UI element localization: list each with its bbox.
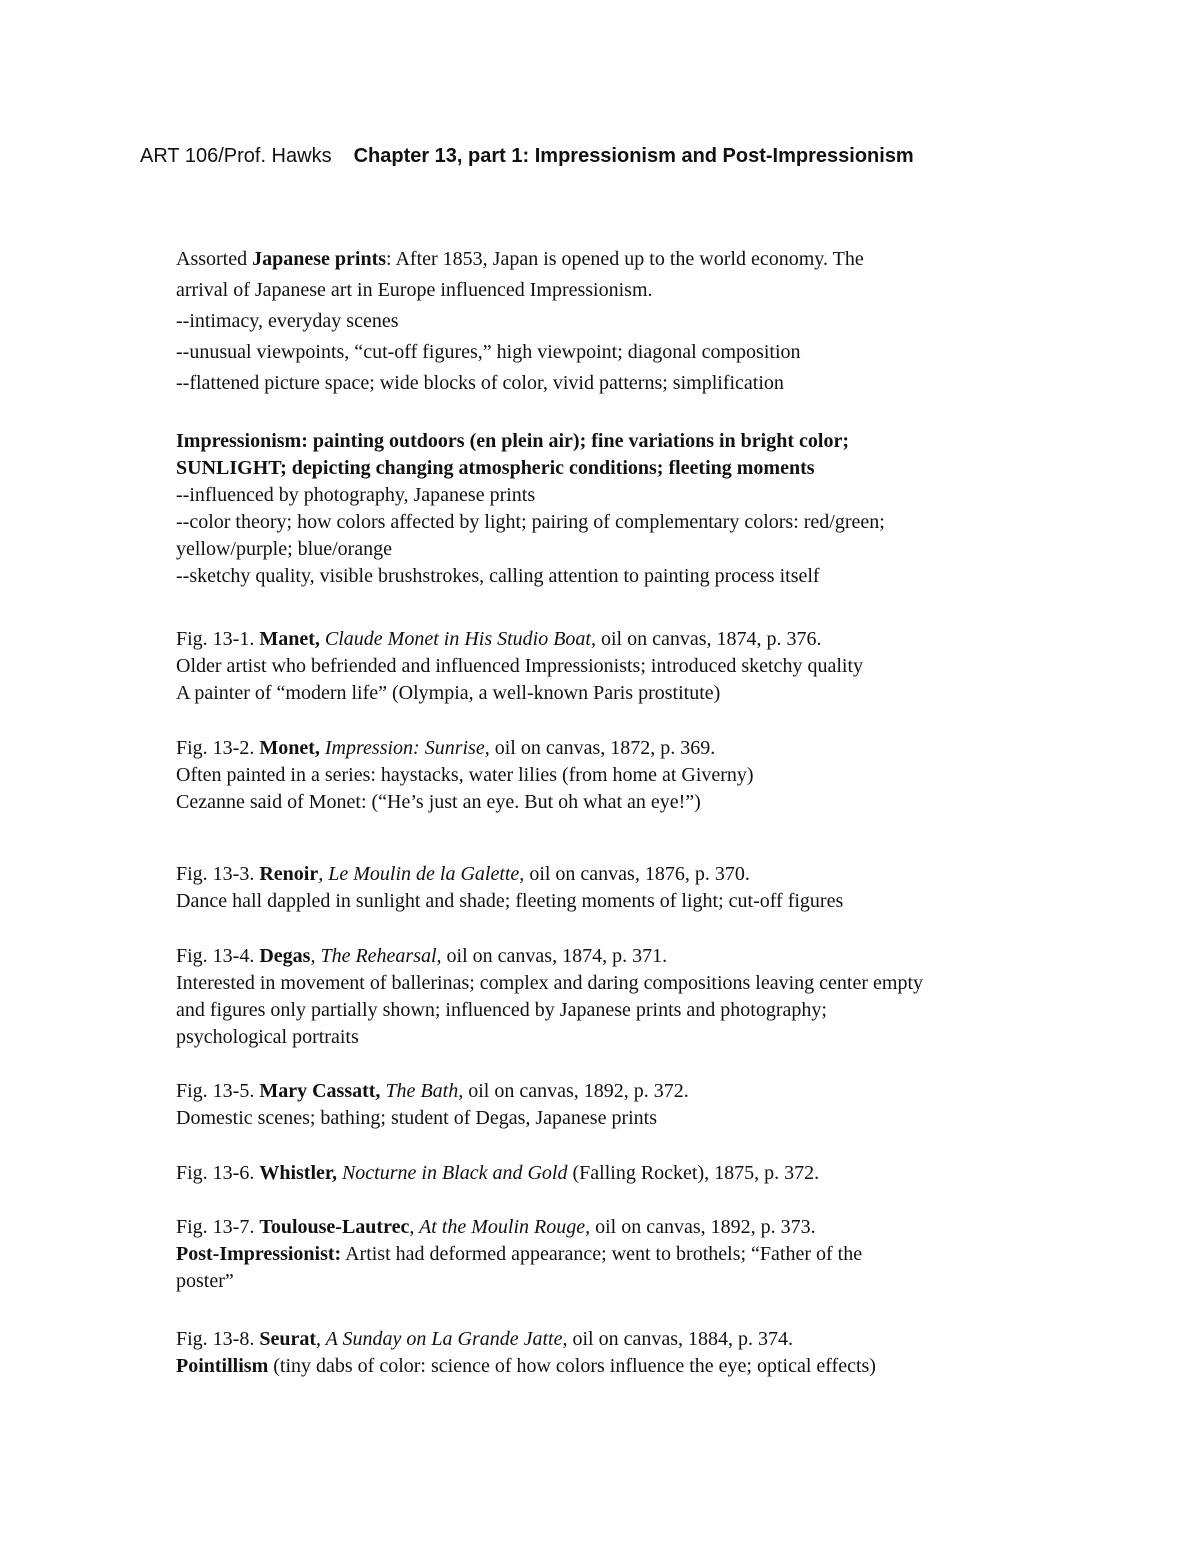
artwork-title: Impression: Sunrise,: [319, 737, 490, 759]
term-japanese-prints: Japanese prints: [252, 248, 387, 270]
text-line: arrival of Japanese art in Europe influenced Impressionism.: [176, 279, 653, 301]
fig-caption: Fig. 13-8. Seurat, A Sunday on La Grande Jatte, oil on canvas, 1884, p. 374.: [176, 1328, 794, 1350]
fig-note: psychological portraits: [176, 1026, 359, 1048]
artwork-title: , At the Moulin Rouge,: [409, 1216, 591, 1238]
fig-caption: Fig. 13-7. Toulouse-Lautrec, At the Moulin Rouge, oil on canvas, 1892, p. 373.: [176, 1216, 816, 1238]
text-line: Assorted Japanese prints: After 1853, Japan is opened up to the world economy. The: [176, 248, 864, 270]
fig-note: Dance hall dappled in sunlight and shade; fleeting moments of light; cut-off figures: [176, 890, 844, 912]
fig-entry: [176, 735, 1076, 816]
fig-entry: [176, 943, 1076, 1051]
fig-note: Interested in movement of ballerinas; complex and daring compositions leaving center empty: [176, 972, 924, 994]
text-line: yellow/purple; blue/orange: [176, 538, 393, 560]
section-heading: SUNLIGHT; depicting changing atmospheric conditions; fleeting moments: [176, 457, 815, 479]
fig-note: A painter of “modern life” (Olympia, a well-known Paris prostitute): [176, 682, 721, 704]
fig-entry: [176, 1214, 1076, 1295]
text-line: --color theory; how colors affected by light; pairing of complementary colors: red/green;: [176, 511, 885, 533]
fig-note: Cezanne said of Monet: (“He’s just an eye. But oh what an eye!”): [176, 791, 701, 813]
artist-name: Toulouse-Lautrec: [259, 1216, 410, 1238]
text-line: --intimacy, everyday scenes: [176, 310, 399, 332]
fig-note: poster”: [176, 1270, 234, 1292]
fig-entry: [176, 861, 1076, 915]
fig-entry: [176, 626, 1076, 707]
chapter-title: Chapter 13, part 1: Impressionism and Post-Impressionism: [353, 145, 914, 167]
fig-caption: Fig. 13-1. Manet, Claude Monet in His Studio Boat, oil on canvas, 1874, p. 376.: [176, 628, 822, 650]
fig-caption: Fig. 13-2. Monet, Impression: Sunrise, oil on canvas, 1872, p. 369.: [176, 737, 716, 759]
artist-name: Mary Cassatt,: [259, 1080, 381, 1102]
course-label: ART 106/Prof. Hawks: [140, 145, 332, 167]
text-line: --unusual viewpoints, “cut-off figures,” high viewpoint; diagonal composition: [176, 341, 801, 363]
fig-caption: Fig. 13-3. Renoir, Le Moulin de la Galette, oil on canvas, 1876, p. 370.: [176, 863, 750, 885]
fig-entry: [176, 1078, 1076, 1132]
artwork-title: The Bath,: [380, 1080, 464, 1102]
fig-caption: Fig. 13-4. Degas, The Rehearsal, oil on canvas, 1874, p. 371.: [176, 945, 668, 967]
term-post-impressionist: Post-Impressionist:: [176, 1243, 342, 1265]
artwork-title: , The Rehearsal,: [310, 945, 442, 967]
fig-caption: Fig. 13-6. Whistler, Nocturne in Black and Gold (Falling Rocket), 1875, p. 372.: [176, 1162, 820, 1184]
text-line: --sketchy quality, visible brushstrokes, calling attention to painting process itself: [176, 565, 820, 587]
text-line: --flattened picture space; wide blocks of color, vivid patterns; simplification: [176, 372, 784, 394]
artist-name: Renoir: [259, 863, 319, 885]
artist-name: Monet,: [259, 737, 320, 759]
term-pointillism: Pointillism: [176, 1355, 269, 1377]
impressionism-section: [176, 428, 1076, 590]
artwork-title: Nocturne in Black and Gold: [336, 1162, 568, 1184]
text-line: --influenced by photography, Japanese prints: [176, 484, 536, 506]
artwork-title: Claude Monet in His Studio Boat,: [319, 628, 596, 650]
fig-entry: [176, 1160, 1076, 1187]
fig-note: Pointillism (tiny dabs of color: science of how colors influence the eye; optical effects): [176, 1355, 876, 1377]
page-header: [140, 142, 914, 170]
fig-note: Domestic scenes; bathing; student of Degas, Japanese prints: [176, 1107, 657, 1129]
fig-entry: [176, 1326, 1076, 1380]
fig-note: Post-Impressionist: Artist had deformed appearance; went to brothels; “Father of the: [176, 1243, 863, 1265]
fig-note: Often painted in a series: haystacks, water lilies (from home at Giverny): [176, 764, 754, 786]
artwork-title: , A Sunday on La Grande Jatte,: [316, 1328, 568, 1350]
artist-name: Whistler,: [259, 1162, 337, 1184]
fig-caption: Fig. 13-5. Mary Cassatt, The Bath, oil on canvas, 1892, p. 372.: [176, 1080, 689, 1102]
fig-note: Older artist who befriended and influenced Impressionists; introduced sketchy quality: [176, 655, 864, 677]
artist-name: Seurat: [259, 1328, 317, 1350]
fig-note: and figures only partially shown; influenced by Japanese prints and photography;: [176, 999, 827, 1021]
section-heading: Impressionism: painting outdoors (en plein air); fine variations in bright color;: [176, 430, 849, 452]
artist-name: Manet,: [259, 628, 320, 650]
japanese-prints-section: [176, 246, 1076, 397]
artist-name: Degas: [259, 945, 311, 967]
artwork-title: , Le Moulin de la Galette,: [318, 863, 525, 885]
